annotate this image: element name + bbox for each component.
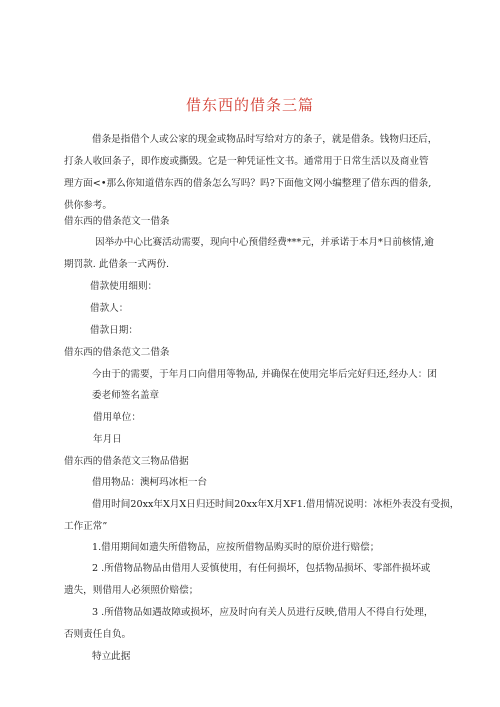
section-2-body-line-2: 委老师签名盖章: [92, 390, 160, 401]
section-3-rule-2-line-1: 2 .所借物品物品由借用人妥慎使用，有任何损坏，包括物品损坏、零部件损坏或: [92, 563, 431, 574]
intro-line-1: 借条是指借个人或公家的现金或物品时写给对方的条子，就是借条。钱物归还后，: [92, 134, 438, 145]
section-3-rule-3-line-2: 否则责任自负。: [64, 629, 132, 640]
section-1-body-line-1: 因举办中心比赛活动需要，现向中心预借经费***元，并承诺于本月*日前核情,逾: [95, 237, 434, 248]
section-2-heading: 借东西的借条范文二借条: [64, 347, 170, 358]
section-3-item: 借用物品：澳柯玛冰柜一台: [92, 477, 208, 488]
intro-line-4: 供你参考。: [64, 200, 112, 211]
section-3-rule-3-line-1: 3 .所借物品如遇故障或损坏，应及时向有关人员进行反映,借用人不得自行处理，: [92, 607, 434, 618]
document-title: 借东西的借条三篇: [185, 96, 314, 114]
intro-line-2: 打条人收回条子，即作废或撕毁。它是一种凭证性文书。通常用于日常生活以及商业管: [64, 156, 429, 167]
section-2-date: 年月日: [93, 434, 122, 445]
section-1-heading: 借东西的借条范文一借条: [64, 216, 170, 227]
section-1-detail: 借款使用细则：: [90, 281, 158, 292]
section-3-time-line-1: 借用时间20xx年X月X日归还时间20xx年X月XF1.借用情况说明：冰柜外表没有受损，: [92, 499, 460, 510]
section-1-borrower: 借款人：: [90, 303, 129, 314]
section-3-rule-2-line-2: 遗失，则借用人必须照价赔偿；: [64, 585, 199, 596]
section-3-time-line-2: 工作正常”: [64, 521, 108, 532]
section-1-body-line-2: 期罚款. 此借条一式两份.: [64, 259, 170, 270]
section-2-unit: 借用单位：: [93, 412, 141, 423]
closing-statement: 特立此据: [92, 651, 131, 662]
intro-line-3: 理方面<•那么你知道借东西的借条怎么写吗？吗?下面他文网小编整理了借东西的借条,: [64, 178, 432, 189]
section-3-rule-1: 1.借用期间如遗失所借物品，应按所借物品购买时的原价进行赔偿；: [92, 542, 380, 553]
section-2-body-line-1: 今由于的需要，于年月口向借用等物品, 并确保在使用完毕后完好归还,经办人：团: [92, 369, 437, 380]
section-1-date: 借款日期：: [90, 325, 138, 336]
section-3-heading: 借东西的借条范文三物品借据: [64, 456, 189, 467]
